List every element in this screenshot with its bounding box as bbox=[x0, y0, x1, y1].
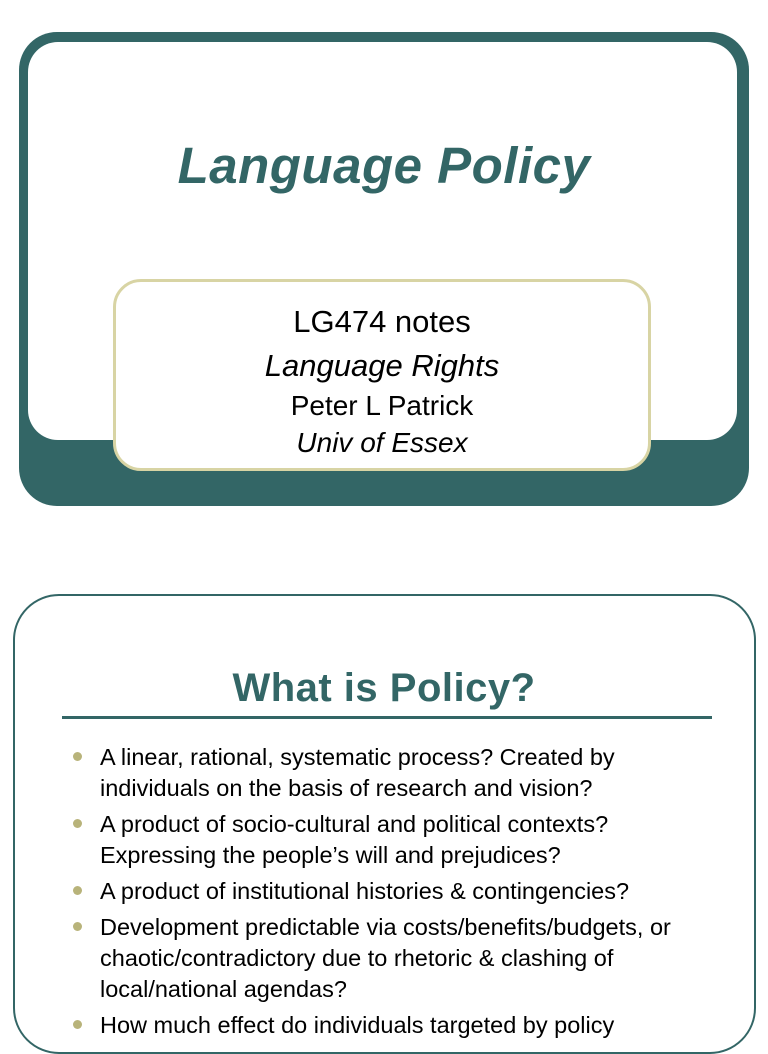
list-item-text: A product of institutional histories & contingencies? bbox=[100, 878, 630, 904]
author-name: Peter L Patrick bbox=[290, 390, 474, 421]
bullet-dot-icon bbox=[73, 886, 82, 895]
list-item bbox=[0, 809, 768, 871]
course-code: LG474 notes bbox=[293, 304, 471, 339]
list-item-text: A product of socio-cultural and political contexts? Expressing the people’s will and prejudices? bbox=[100, 811, 609, 868]
list-item-text: How much effect do individuals targeted by policy bbox=[100, 1012, 615, 1038]
list-item bbox=[0, 742, 768, 804]
list-item-text: A linear, rational, systematic process? Created by individuals on the basis of research and vision? bbox=[100, 744, 615, 801]
list-item bbox=[0, 1010, 768, 1041]
institution-name: Univ of Essex bbox=[296, 427, 468, 458]
list-item-text: Development predictable via costs/benefits/budgets, or chaotic/contradictory due to rhetoric & clashing of local/national agendas? bbox=[100, 914, 671, 1002]
bullet-dot-icon bbox=[73, 922, 82, 931]
slide-title: Language Policy bbox=[177, 137, 591, 194]
subtitle-box bbox=[113, 279, 651, 471]
content-slide-title: What is Policy? bbox=[232, 666, 536, 710]
list-item bbox=[0, 876, 768, 907]
bullet-dot-icon bbox=[73, 752, 82, 761]
bullet-list bbox=[0, 742, 768, 1046]
bullet-dot-icon bbox=[73, 819, 82, 828]
lecture-topic: Language Rights bbox=[264, 348, 500, 383]
bullet-dot-icon bbox=[73, 1020, 82, 1029]
list-item bbox=[0, 912, 768, 1005]
title-divider bbox=[62, 716, 712, 719]
